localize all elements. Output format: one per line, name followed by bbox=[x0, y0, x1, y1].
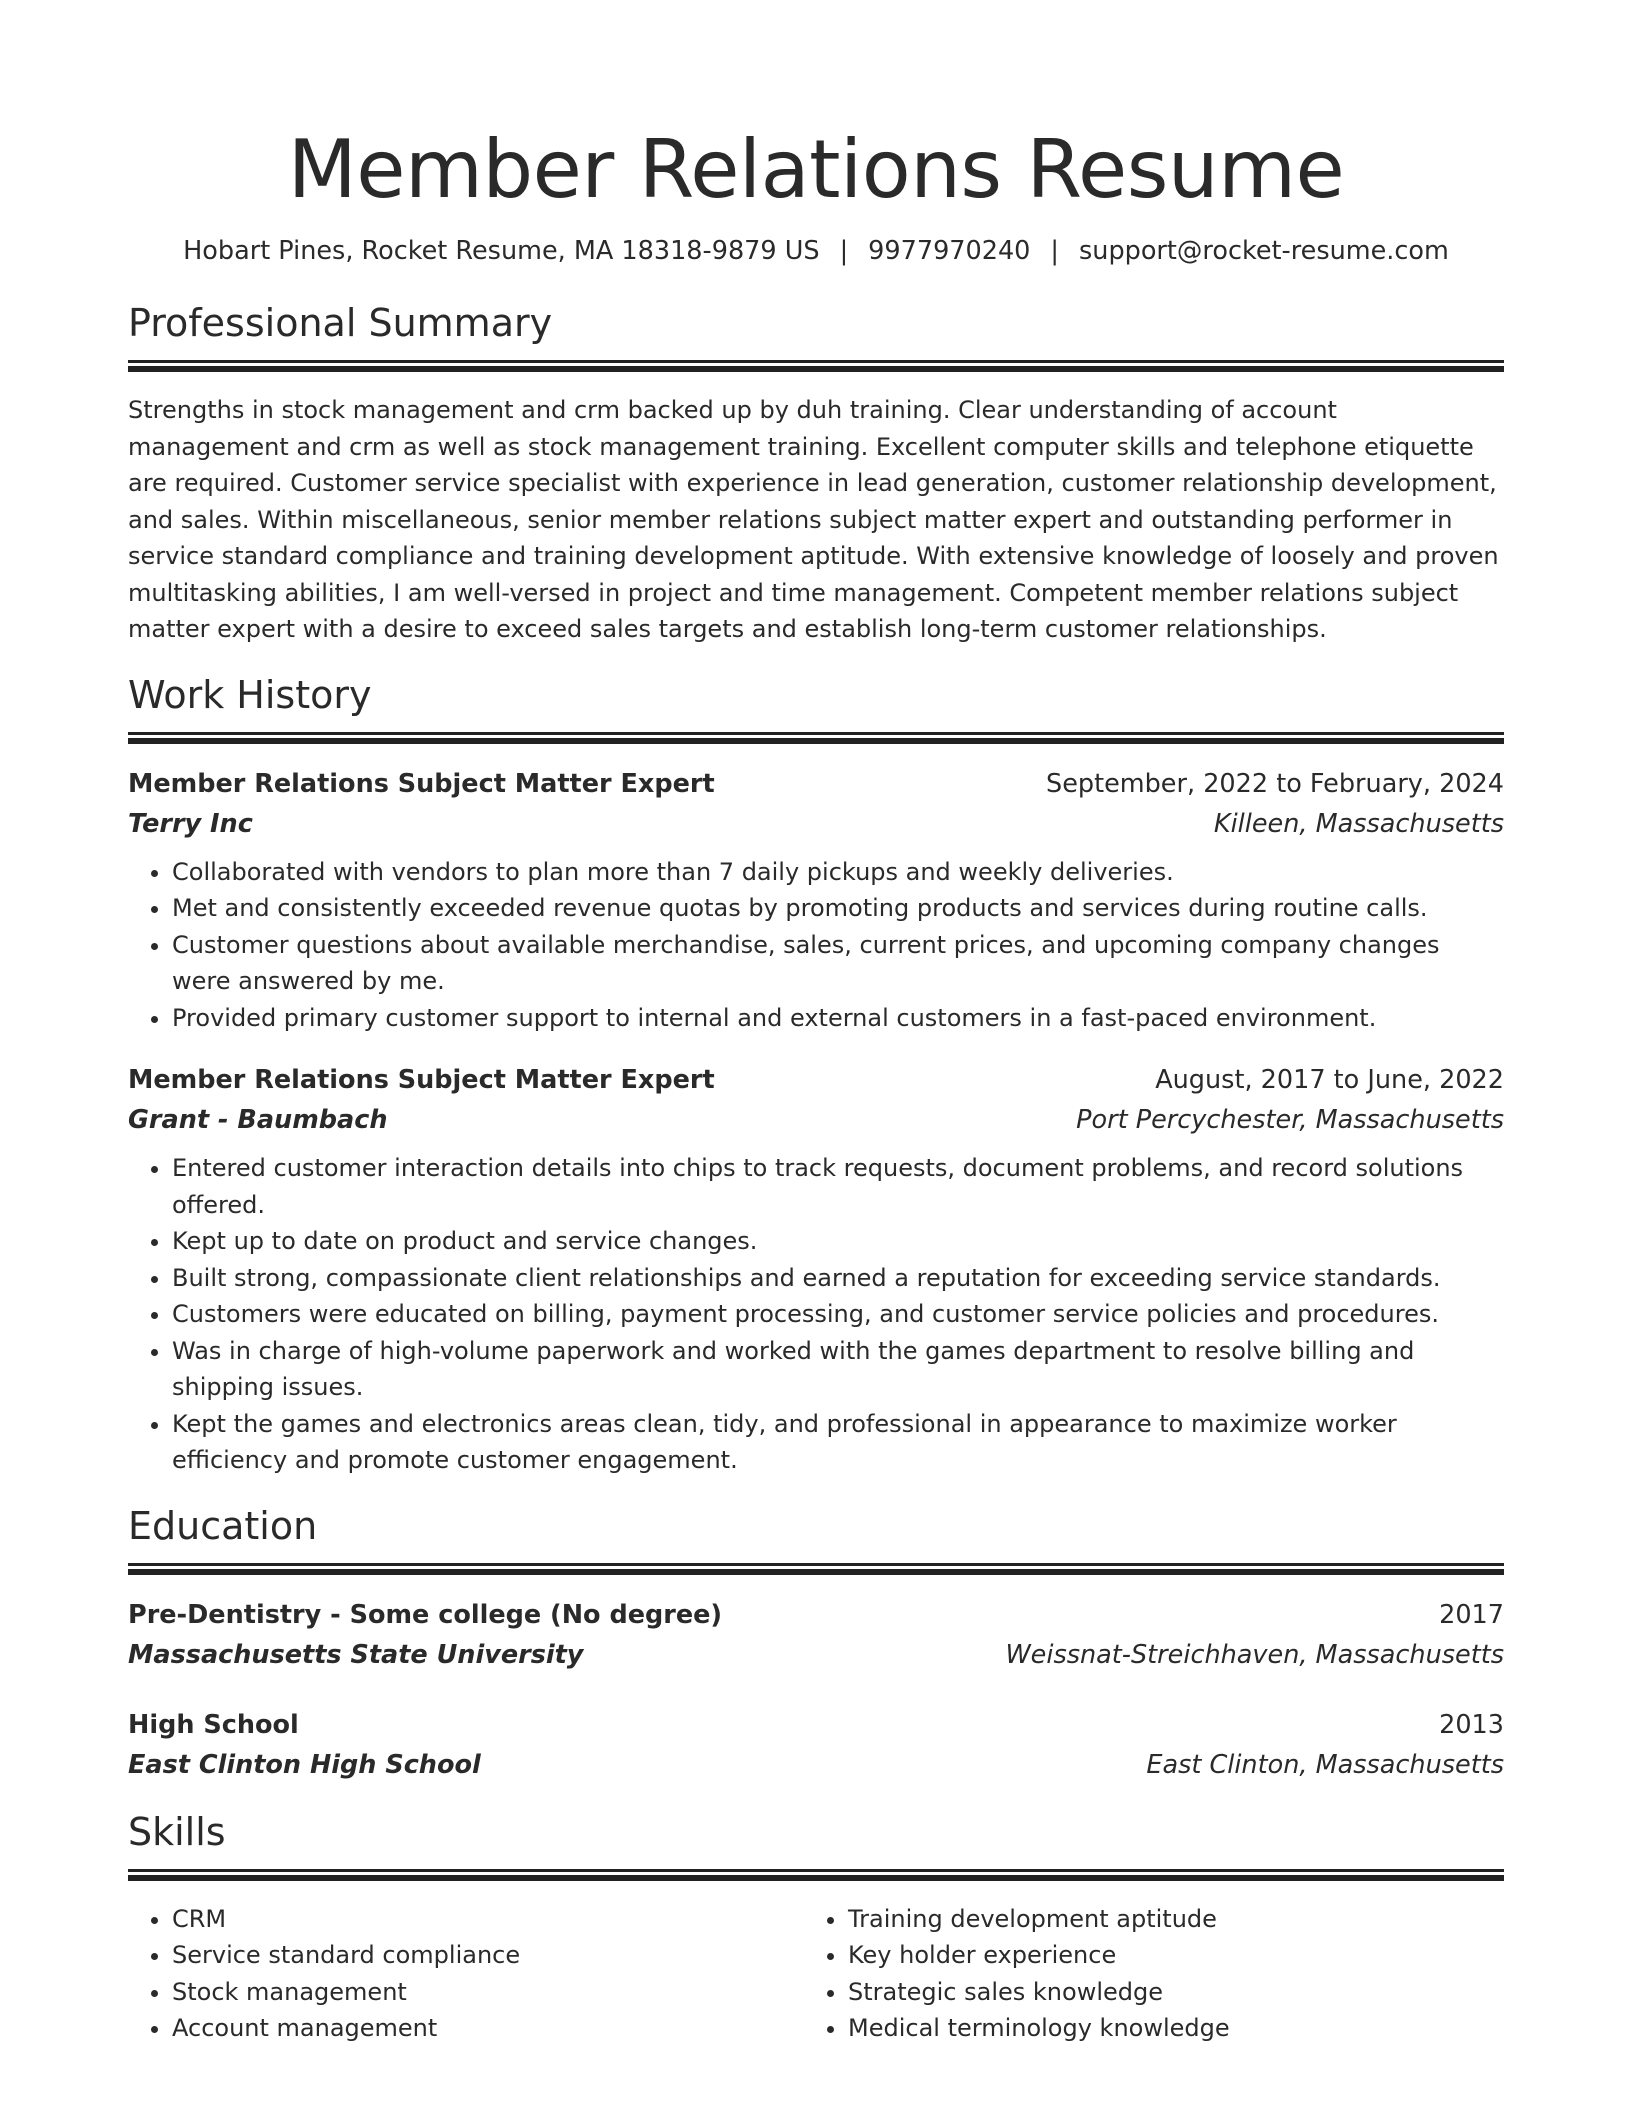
job-bullet: • Built strong, compassionate client relationships and earned a reputation for exceeding service standards. bbox=[172, 1260, 1504, 1297]
job-bullet: • Met and consistently exceeded revenue quotas by promoting products and services during routine calls. bbox=[172, 890, 1504, 927]
section-divider bbox=[128, 1869, 1504, 1872]
skills-heading: Skills bbox=[128, 1809, 226, 1854]
job-bullets bbox=[128, 854, 1504, 1037]
education-degree: Pre-Dentistry - Some college (No degree) bbox=[128, 1599, 723, 1630]
education-year: 2017 bbox=[1439, 1599, 1504, 1630]
job-bullet: • Entered customer interaction details into chips to track requests, document problems, and record solutions offered. bbox=[172, 1150, 1504, 1223]
section-divider bbox=[128, 360, 1504, 363]
contact-separator: | bbox=[839, 236, 849, 266]
job-title: Member Relations Subject Matter Expert bbox=[128, 768, 715, 799]
resume-title: Member Relations Resume bbox=[287, 123, 1345, 216]
education-entry bbox=[128, 1705, 1504, 1785]
job-bullet: • Customers were educated on billing, payment processing, and customer service policies and procedures. bbox=[172, 1296, 1504, 1333]
job-bullet: • Customer questions about available merchandise, sales, current prices, and upcoming company changes were answered by me. bbox=[172, 927, 1504, 1000]
contact-address: Hobart Pines, Rocket Resume, MA 18318-9879 US bbox=[183, 236, 820, 266]
skill-item: • Account management bbox=[172, 2010, 804, 2047]
section-divider bbox=[128, 732, 1504, 735]
job-bullet: • Collaborated with vendors to plan more than 7 daily pickups and weekly deliveries. bbox=[172, 854, 1504, 891]
skill-item: • Strategic sales knowledge bbox=[848, 1974, 1480, 2011]
skill-item: • Stock management bbox=[172, 1974, 804, 2011]
summary-text: Strengths in stock management and crm backed up by duh training. Clear understanding of account management and crm as well as stock management training. Excellent computer skills and telephone etiquette are required. Customer service specialist with experience in lead generation, customer relationship development, and sales. Within miscellaneous, senior member relations subject matter expert and outstanding performer in service standard compliance and training development aptitude. With extensive knowledge of loosely and proven multitasking abilities, I am well-versed in project and time management. Competent member relations subject matter expert with a desire to exceed sales targets and establish long-term customer relationships. bbox=[128, 396, 1499, 643]
skills-column-right bbox=[804, 1901, 1480, 2047]
skill-item: • Training development aptitude bbox=[848, 1901, 1480, 1938]
section-divider bbox=[128, 1563, 1504, 1566]
job-location: Port Percychester, Massachusetts bbox=[1076, 1105, 1504, 1135]
contact-phone: 9977970240 bbox=[868, 236, 1031, 266]
summary-section bbox=[128, 298, 1504, 648]
education-year: 2013 bbox=[1439, 1709, 1504, 1740]
job-bullet: • Provided primary customer support to internal and external customers in a fast-paced environment. bbox=[172, 1000, 1504, 1037]
education-section bbox=[128, 1501, 1504, 1785]
education-location: Weissnat-Streichhaven, Massachusetts bbox=[1005, 1639, 1504, 1670]
summary-heading: Professional Summary bbox=[128, 301, 553, 345]
job-bullets bbox=[128, 1150, 1504, 1479]
contact-line bbox=[128, 234, 1504, 268]
skills-section bbox=[128, 1807, 1504, 2047]
job-company: Grant - Baumbach bbox=[128, 1105, 388, 1135]
job-dates: September, 2022 to February, 2024 bbox=[1046, 768, 1504, 799]
job-dates: August, 2017 to June, 2022 bbox=[1155, 1065, 1504, 1095]
education-location: East Clinton, Massachusetts bbox=[1146, 1749, 1504, 1780]
skill-item: • Service standard compliance bbox=[172, 1937, 804, 1974]
education-heading: Education bbox=[128, 1503, 318, 1548]
job-company: Terry Inc bbox=[128, 808, 253, 839]
work-section bbox=[128, 670, 1504, 1479]
education-degree: High School bbox=[128, 1709, 299, 1740]
contact-email: support@rocket-resume.com bbox=[1079, 236, 1449, 266]
education-school: East Clinton High School bbox=[128, 1749, 481, 1780]
job-bullet: • Was in charge of high-volume paperwork and worked with the games department to resolve billing and shipping issues. bbox=[172, 1333, 1504, 1406]
job-bullet: • Kept up to date on product and service changes. bbox=[172, 1223, 1504, 1260]
skills-column-left bbox=[128, 1901, 804, 2047]
job-bullet: • Kept the games and electronics areas clean, tidy, and professional in appearance to maximize worker efficiency and promote customer engagement. bbox=[172, 1406, 1504, 1479]
skill-item: • Medical terminology knowledge bbox=[848, 2010, 1480, 2047]
skill-item: • Key holder experience bbox=[848, 1937, 1480, 1974]
job-entry bbox=[128, 1060, 1504, 1479]
job-title: Member Relations Subject Matter Expert bbox=[128, 1065, 715, 1095]
education-entry bbox=[128, 1595, 1504, 1675]
job-entry bbox=[128, 764, 1504, 1037]
education-school: Massachusetts State University bbox=[128, 1639, 584, 1670]
work-heading: Work History bbox=[128, 672, 372, 717]
skill-item: • CRM bbox=[172, 1901, 804, 1938]
skills-grid bbox=[128, 1901, 1504, 2047]
contact-separator: | bbox=[1050, 236, 1060, 266]
resume-page bbox=[128, 0, 1504, 2047]
job-location: Killeen, Massachusetts bbox=[1213, 808, 1504, 839]
